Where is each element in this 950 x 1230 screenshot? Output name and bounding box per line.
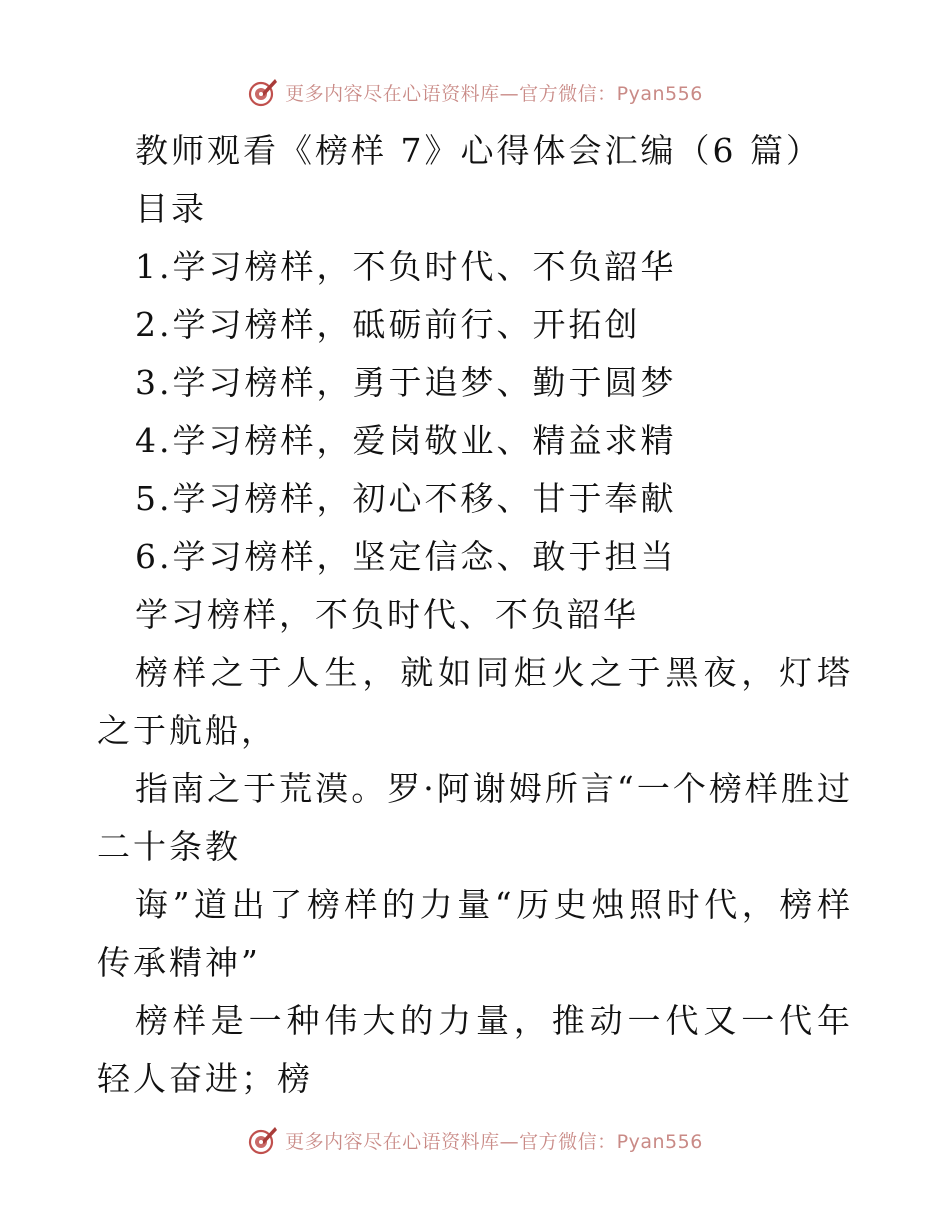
- body-paragraph: 榜样之于人生，就如同炬火之于黑夜，灯塔之于航船，: [97, 653, 853, 750]
- section-heading: 学习榜样，不负时代、不负韶华: [135, 595, 639, 634]
- footer-banner-text: 更多内容尽在心语资料库—官方微信：Pyan556: [285, 1130, 703, 1153]
- document-body: [97, 122, 853, 1108]
- pen-nib-seal-icon: [247, 1124, 279, 1156]
- document-title: 教师观看《榜样 7》心得体会汇编（6 篇）: [135, 131, 822, 170]
- toc-item: 5.学习榜样，初心不移、甘于奉献: [135, 479, 677, 518]
- body-paragraph: 诲”道出了榜样的力量“历史烛照时代，榜样传承精神”: [97, 885, 853, 982]
- footer-banner: [0, 1120, 950, 1160]
- toc-item: 4.学习榜样，爱岗敬业、精益求精: [135, 421, 677, 460]
- toc-item: 2.学习榜样，砥砺前行、开拓创: [135, 305, 641, 344]
- header-banner-text: 更多内容尽在心语资料库—官方微信：Pyan556: [285, 82, 703, 105]
- toc-heading: 目录: [135, 189, 207, 228]
- toc-item: 6.学习榜样，坚定信念、敢于担当: [135, 537, 677, 576]
- body-paragraph: 榜样是一种伟大的力量，推动一代又一代年轻人奋进；榜: [97, 1001, 853, 1098]
- header-banner: [0, 72, 950, 112]
- toc-item: 1.学习榜样，不负时代、不负韶华: [135, 247, 677, 286]
- pen-nib-seal-icon: [247, 76, 279, 108]
- toc-item: 3.学习榜样，勇于追梦、勤于圆梦: [135, 363, 677, 402]
- body-paragraph: 指南之于荒漠。罗·阿谢姆所言“一个榜样胜过二十条教: [97, 769, 853, 866]
